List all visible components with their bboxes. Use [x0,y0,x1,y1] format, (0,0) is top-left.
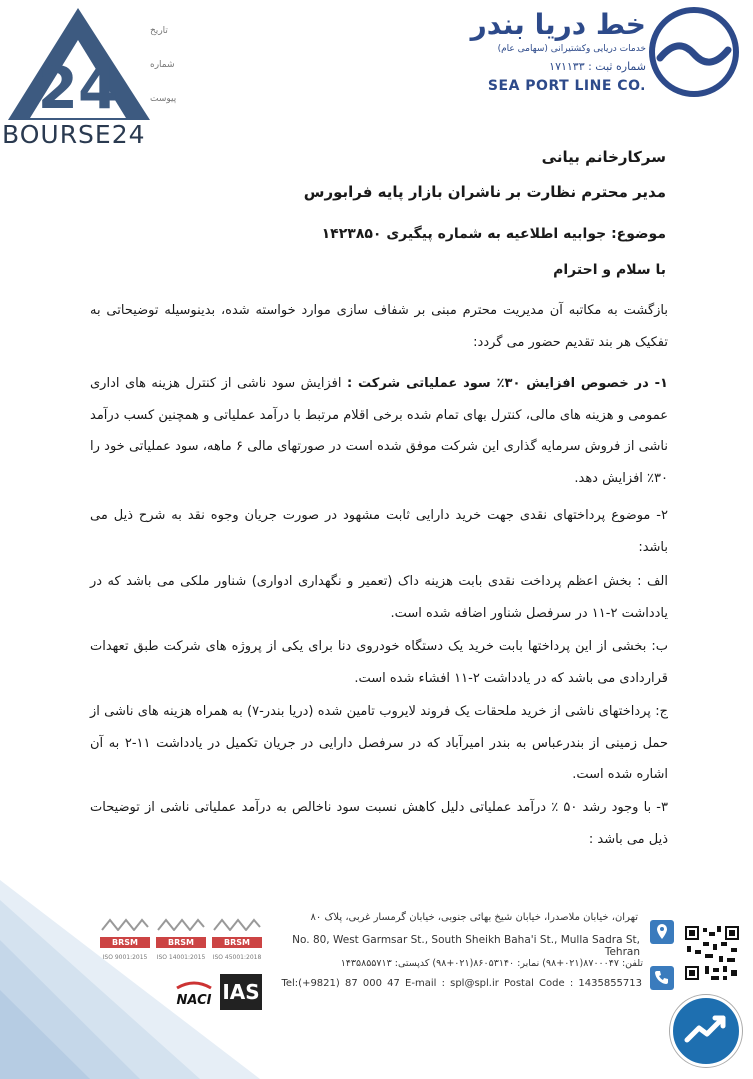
letter-intro: بازگشت به مکاتبه آن مدیریت محترم مبنی بر شفاف سازی موارد خواسته شده، بدینوسیله توضیحاتی به تفکیک هر بند تقدیم حضور می گردد: [90,303,668,350]
company-logo [648,6,740,98]
attachment-label: پیوست [150,94,177,104]
letter-greeting: با سلام و احترام [553,262,666,278]
iso-label: ISO 9001:2015 [102,954,148,961]
iso-label: ISO 45001:2018 [212,954,262,961]
letter-item-2a: الف : بخش اعظم پرداخت نقدی بابت هزینه داک (تعمیر و نگهداری ادواری) شناور ملکی می باشد که در یادداشت ۲-۱۱ در سرفصل شناور اضافه شده است. [90,574,668,621]
ias-logo: IAS [220,974,262,1010]
qr-code-icon[interactable] [683,924,741,982]
letter-item-2: ۲- موضوع پرداختهای نقدی جهت خرید دارایی ثابت مشهود در صورت جریان وجوه نقد به شرح ذیل می باشد: [90,508,668,555]
naci-logo [173,978,215,1008]
location-icon [650,920,674,944]
footer-phones-fa: تلفن: ۸۷۰۰۰۴۷(۰۲۱+۹۸) نمابر: ۸۶۰۵۳۱۴۰(۰۲۱+۹۸) کدپستی: ۱۴۳۵۸۵۵۷۱۳ [340,958,643,969]
letter-item-2c: ج: پرداختهای ناشی از خرید ملحقات یک فروند لایروب تامین شده (دریا بندر-۷) به همراه هزینه های ناشی از حمل زمینی از بندرعباس به بندر امیرآباد که در سرفصل دارایی در جریان تکمیل در یادداشت ۱۱-۲ به آن اشاره شده است. [90,704,668,782]
brsm-label: BRSM [212,937,262,948]
recipient-name: سرکارخانم بیانی [541,148,666,166]
letter-subject: موضوع: جوابیه اطلاعیه به شماره پیگیری ۱۴۲۳۸۵۰ [321,226,666,242]
phone-icon [650,966,674,990]
date-label: تاریخ [150,26,168,36]
brsm-cert-9001 [100,916,150,964]
watermark-brand-text: BOURSE24 [2,120,146,149]
naci-text: NACI [176,993,212,1008]
watermark-number: 24 [37,54,119,122]
brsm-cert-14001 [156,916,206,964]
number-label: شماره [150,60,175,70]
footer-contacts-en: Tel:(+9821) 87 000 47 E-mail : spl@spl.ir Postal Code : 1435855713 [281,978,642,989]
company-registration: شماره ثبت : ۱۷۱۱۳۳ [549,60,646,73]
company-name-fa: خط دریا بندر [470,8,646,41]
item-1-heading: ۱- در خصوص افزایش ۳۰٪ سود عملیاتی شرکت : [346,376,668,391]
letter-item-2b: ب: بخشی از این پرداختها بابت خرید یک دستگاه خودروی دنا برای یکی از پروژه های شرکت طبق تعهدات قراردادی می باشد که در یادداشت ۲-۱۱ افشاء شده است. [90,639,668,686]
brsm-label: BRSM [100,937,150,948]
footer-address-en: No. 80, West Garmsar St., South Sheikh Baha'i St., Mulla Sadra St, Tehran [292,934,640,958]
company-subtitle-fa: خدمات دریایی وکشتیرانی (سهامی عام) [497,44,646,54]
brsm-label: BRSM [156,937,206,948]
brsm-cert-45001 [212,916,262,964]
iso-label: ISO 14001:2015 [156,954,206,961]
company-name-en: SEA PORT LINE CO. [487,78,646,94]
footer-address-fa: تهران، خیابان ملاصدرا، خیابان شیخ بهائی جنوبی، خیابان گرمسار غربی، پلاک ۸۰ [310,912,638,923]
recipient-title: مدیر محترم نظارت بر ناشران بازار پایه فرابورس [303,183,666,201]
letter-meta-labels [150,14,190,116]
chart-trend-badge-icon[interactable] [670,995,742,1067]
item-1-text: افزایش سود ناشی از کنترل هزینه های اداری عمومی و هزینه های مالی، کنترل بهای تمام شده برخی اقلام مرتبط با درآمد عملیاتی و همچنین کسب درآمد ناشی از فروش سرمایه گذاری این شرکت موفق شده است در صورتهای مالی ۶ ماهه، سود عملیاتی خود را ۳۰٪ افزایش دهد. [90,376,668,486]
letter-item-1 [90,368,668,494]
letter-item-3: ۳- با وجود رشد ۵۰ ٪ درآمد عملیاتی دلیل کاهش نسبت سود ناخالص به درآمد عملیاتی ناشی از توضیحات ذیل می باشد : [90,800,668,847]
